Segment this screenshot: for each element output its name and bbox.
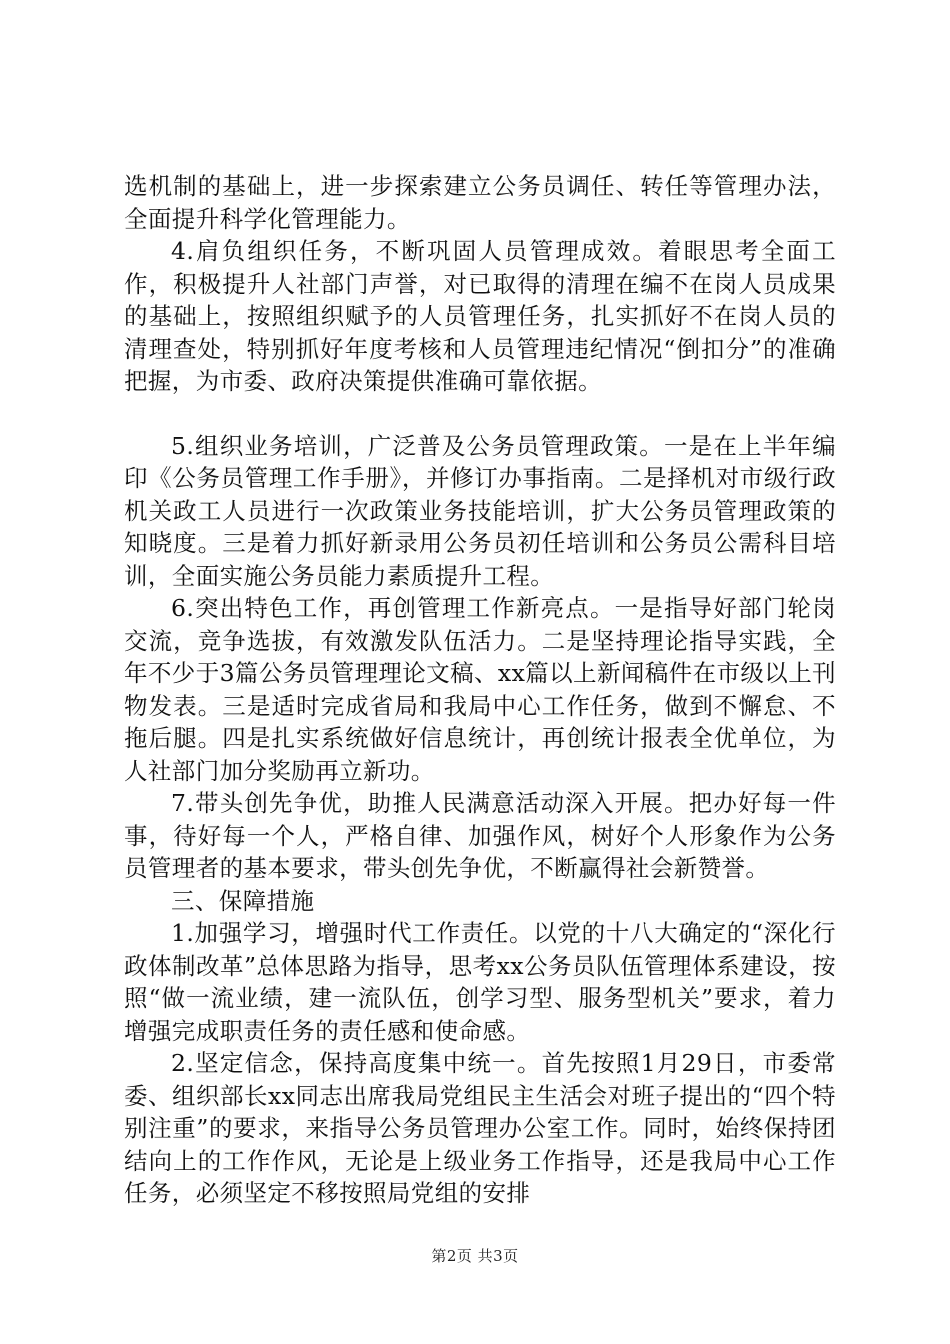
paragraph-item-7: 7.带头创先争优，助推人民满意活动深入开展。把办好每一件事，待好每一个人，严格自律、加强作风，树好个人形象作为公务员管理者的基本要求，带头创先争优，不断赢得社会新赞誉。: [124, 789, 836, 882]
page-number-footer: 第2页 共3页: [431, 1247, 519, 1265]
document-body: [124, 170, 836, 1210]
paragraph-measure-2: 2.坚定信念，保持高度集中统一。首先按照1月29日，市委常委、组织部长xx同志出席我局党组民主生活会对班子提出的“四个特别注重”的要求，来指导公务员管理办公室工作。同时，始终保持团结向上的工作作风，无论是上级业务工作指导，还是我局中心工作任务，必须坚定不移按照局党组的安排: [124, 1049, 836, 1207]
paragraph-continuation: 选机制的基础上，进一步探索建立公务员调任、转任等管理办法，全面提升科学化管理能力。: [124, 172, 836, 233]
paragraph-item-6: 6.突出特色工作，再创管理工作新亮点。一是指导好部门轮岗交流，竞争选拔，有效激发队伍活力。二是坚持理论指导实践，全年不少于3篇公务员管理理论文稿、xx篇以上新闻稿件在市级以上刊物发表。三是适时完成省局和我局中心工作任务，做到不懈怠、不拖后腿。四是扎实系统做好信息统计，再创统计报表全优单位，为人社部门加分奖励再立新功。: [124, 594, 836, 785]
paragraph-item-4: 4.肩负组织任务，不断巩固人员管理成效。着眼思考全面工作，积极提升人社部门声誉，对已取得的清理在编不在岗人员成果的基础上，按照组织赋予的人员管理任务，扎实抓好不在岗人员的清理查处，特别抓好年度考核和人员管理违纪情况“倒扣分”的准确把握，为市委、政府决策提供准确可靠依据。: [124, 237, 836, 395]
paragraph-item-5: 5.组织业务培训，广泛普及公务员管理政策。一是在上半年编印《公务员管理工作手册》，并修订办事指南。二是择机对市级行政机关政工人员进行一次政策业务技能培训，扩大公务员管理政策的知晓度。三是着力抓好新录用公务员初任培训和公务员公需科目培训，全面实施公务员能力素质提升工程。: [124, 431, 836, 590]
paragraph-measure-1: 1.加强学习，增强时代工作责任。以党的十八大确定的“深化行政体制改革”总体思路为指导，思考xx公务员队伍管理体系建设，按照“做一流业绩，建一流队伍，创学习型、服务型机关”要求，着力增强完成职责任务的责任感和使命感。: [124, 919, 836, 1045]
section-heading: 三、保障措施: [171, 886, 315, 915]
